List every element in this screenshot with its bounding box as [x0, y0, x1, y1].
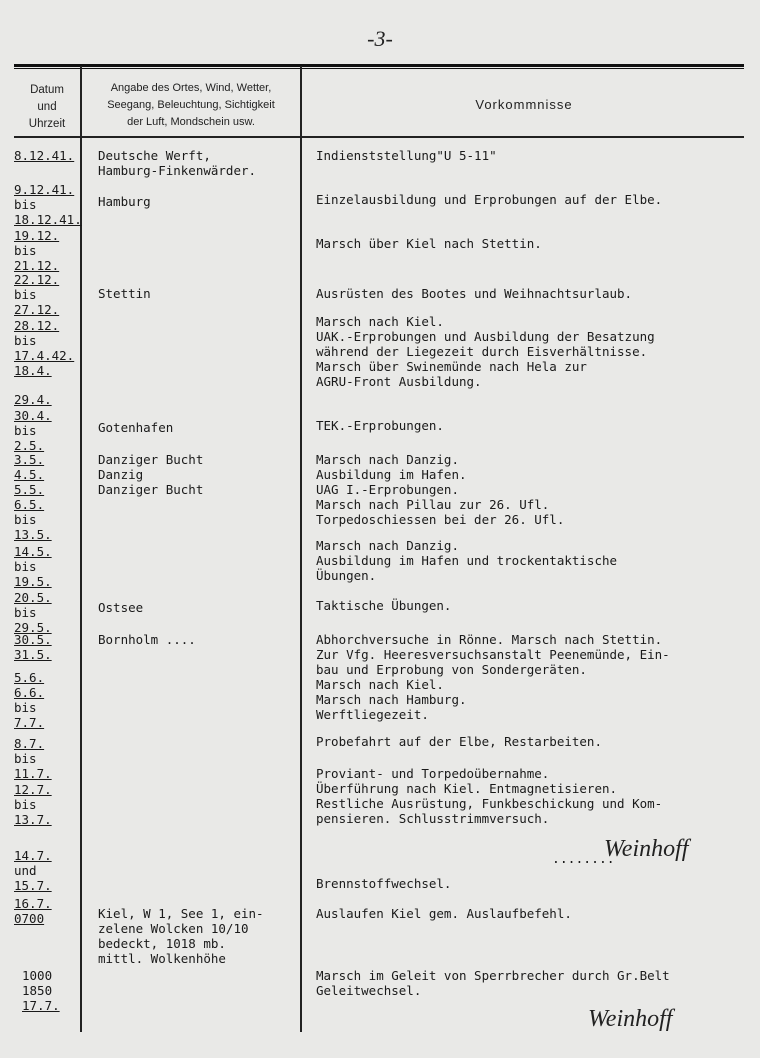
entry-date: 3.5. [14, 452, 45, 467]
header-events-column: Vorkommnisse [475, 97, 573, 112]
entry-date: 7.7. [14, 715, 45, 730]
entry-dates [14, 148, 86, 163]
header-date-line: Datum [30, 84, 64, 96]
entry-dates [14, 590, 86, 635]
entry-date: bis [14, 700, 37, 715]
signature-1: Weinhoff [604, 836, 689, 862]
entry-date: 14.7. [14, 848, 52, 863]
entry-date: 30.5. [14, 632, 52, 647]
entry-place-line: Kiel, W 1, See 1, ein- [98, 906, 264, 921]
header-date-column [16, 82, 78, 133]
entry-events [316, 734, 746, 749]
entry-dates [14, 736, 86, 781]
entry-dates [14, 272, 86, 317]
entry-events [316, 766, 746, 826]
entry-place [98, 286, 296, 301]
entry-event-line: Brennstoffwechsel. [316, 876, 452, 891]
entry-event-line: Marsch über Swinemünde nach Hela zur [316, 359, 587, 374]
entry-events [316, 876, 746, 891]
entry-date: 6.5. [14, 497, 45, 512]
entry-event-line: pensieren. Schlusstrimmversuch. [316, 811, 550, 826]
entry-event-line: Übungen. [316, 568, 377, 583]
entry-event-line: Marsch nach Kiel. [316, 314, 444, 329]
entry-date: 1000 [22, 968, 53, 983]
entry-dates [14, 452, 86, 542]
entry-events [316, 286, 746, 301]
entry-event-line: Indienststellung"U 5-11" [316, 148, 497, 163]
entry-events [316, 148, 746, 163]
entry-date: 30.4. [14, 408, 52, 423]
entry-events [316, 418, 746, 433]
entry-place [98, 632, 296, 647]
entry-date: 21.12. [14, 258, 60, 273]
entry-date: 13.5. [14, 527, 52, 542]
entry-date: 18.4. [14, 363, 52, 378]
entry-dates [14, 408, 86, 453]
entry-event-line: Geleitwechsel. [316, 983, 422, 998]
entry-date: 6.6. [14, 685, 45, 700]
entry-date: 17.4.42. [14, 348, 75, 363]
header-place-line: Angabe des Ortes, Wind, Wetter, [110, 82, 272, 94]
entry-event-line: Marsch nach Kiel. [316, 677, 444, 692]
entry-dates [14, 782, 86, 827]
column-divider-2 [300, 66, 302, 1032]
entry-place-line: bedeckt, 1018 mb. [98, 936, 226, 951]
top-rule [14, 64, 744, 67]
entry-place-line: Stettin [98, 286, 151, 301]
entry-date: 1850 [22, 983, 53, 998]
entry-dates [14, 896, 86, 926]
entry-place-line: Danziger Bucht [98, 482, 204, 497]
entry-date: 14.5. [14, 544, 52, 559]
entry-events [316, 968, 746, 998]
entry-place-line: Deutsche Werft, [98, 148, 211, 163]
entry-event-line: UAK.-Erprobungen und Ausbildung der Besatzung [316, 329, 655, 344]
entry-date: 22.12. [14, 272, 60, 287]
entry-event-line: Auslaufen Kiel gem. Auslaufbefehl. [316, 906, 572, 921]
entry-date: 27.12. [14, 302, 60, 317]
entry-place-line: Hamburg-Finkenwärder. [98, 163, 257, 178]
entry-date: bis [14, 605, 37, 620]
entry-event-line: AGRU-Front Ausbildung. [316, 374, 482, 389]
top-rule-2 [14, 68, 744, 69]
entry-dates [14, 544, 86, 589]
entry-date: 28.12. [14, 318, 60, 333]
entry-place-line: Danziger Bucht [98, 452, 204, 467]
entry-date: bis [14, 797, 37, 812]
entry-event-line: Ausbildung im Hafen und trockentaktische [316, 553, 618, 568]
entry-events [316, 236, 746, 251]
entry-event-line: Marsch nach Danzig. [316, 538, 459, 553]
entry-event-line: TEK.-Erprobungen. [316, 418, 444, 433]
entry-event-line: Proviant- und Torpedoübernahme. [316, 766, 550, 781]
entry-event-line: Marsch nach Danzig. [316, 452, 459, 467]
entry-events [316, 906, 746, 921]
entry-place [98, 452, 296, 497]
entry-date: 20.5. [14, 590, 52, 605]
entry-date: und [14, 863, 37, 878]
entry-date: bis [14, 197, 37, 212]
entry-date: bis [14, 559, 37, 574]
entry-dates [14, 228, 86, 273]
entry-events [316, 192, 746, 207]
entry-date: 19.5. [14, 574, 52, 589]
entry-event-line: Marsch über Kiel nach Stettin. [316, 236, 542, 251]
entry-date: 18.12.41. [14, 212, 82, 227]
entry-place-line: Ostsee [98, 600, 144, 615]
entry-date: bis [14, 423, 37, 438]
entry-date: bis [14, 243, 37, 258]
entry-event-line: Torpedoschiessen bei der 26. Ufl. [316, 512, 565, 527]
header-rule [14, 136, 744, 138]
entry-events [316, 538, 746, 583]
entry-event-line: während der Liegezeit durch Eisverhältnisse. [316, 344, 648, 359]
entry-date: bis [14, 512, 37, 527]
entry-date: 11.7. [14, 766, 52, 781]
entry-place [98, 906, 296, 966]
entry-place [98, 420, 296, 435]
entry-dates [14, 318, 86, 407]
entry-date: 4.5. [14, 467, 45, 482]
entry-place-line: zelene Wolcken 10/10 [98, 921, 249, 936]
header-date-line: und [37, 101, 57, 113]
entry-dates [14, 848, 86, 893]
entry-date: 0700 [14, 911, 45, 926]
entry-place-line: Hamburg [98, 194, 151, 209]
entry-event-line: Einzelausbildung und Erprobungen auf der Elbe. [316, 192, 663, 207]
entry-place-line: mittl. Wolkenhöhe [98, 951, 226, 966]
header-place-line: Seegang, Beleuchtung, Sichtigkeit [107, 99, 275, 111]
entry-place [98, 600, 296, 615]
entry-events [316, 452, 746, 527]
entry-dates [14, 182, 86, 227]
signature-2: Weinhoff [588, 1006, 673, 1032]
entry-dates [14, 632, 86, 730]
entry-event-line: bau und Erprobung von Sondergeräten. [316, 662, 587, 677]
entry-date: 2.5. [14, 438, 45, 453]
entry-event-line: Ausbildung im Hafen. [316, 467, 467, 482]
entry-event-line: UAG I.-Erprobungen. [316, 482, 459, 497]
page-number: -3- [367, 26, 393, 51]
entry-date: 29.5. [14, 620, 52, 635]
entry-date: bis [14, 333, 37, 348]
entry-dates [22, 968, 94, 1013]
entry-date: 8.12.41. [14, 148, 75, 163]
entry-date: 29.4. [14, 392, 52, 407]
entry-event-line: Marsch nach Pillau zur 26. Ufl. [316, 497, 550, 512]
entry-place-line: Bornholm .... [98, 632, 196, 647]
entry-events [316, 314, 746, 389]
signature-dots: ........ [552, 852, 615, 867]
header-place-line: der Luft, Mondschein usw. [127, 116, 255, 128]
entry-date: 15.7. [14, 878, 52, 893]
entry-event-line: Taktische Übungen. [316, 598, 452, 613]
entry-event-line: Marsch im Geleit von Sperrbrecher durch Gr.Belt [316, 968, 670, 983]
header-place-column [84, 80, 298, 131]
entry-date: bis [14, 287, 37, 302]
entry-date: 13.7. [14, 812, 52, 827]
entry-place-line: Gotenhafen [98, 420, 174, 435]
entry-date: 31.5. [14, 647, 52, 662]
entry-events [316, 598, 746, 613]
entry-date: 8.7. [14, 736, 45, 751]
entry-date: 9.12.41. [14, 182, 75, 197]
entry-date: 19.12. [14, 228, 60, 243]
entry-event-line: Werftliegezeit. [316, 707, 429, 722]
entry-date: bis [14, 751, 37, 766]
entry-place-line: Danzig [98, 467, 144, 482]
entry-event-line: Probefahrt auf der Elbe, Restarbeiten. [316, 734, 602, 749]
entry-date: 12.7. [14, 782, 52, 797]
entry-event-line: Restliche Ausrüstung, Funkbeschickung und Kom- [316, 796, 663, 811]
entry-event-line: Abhorchversuche in Rönne. Marsch nach Stettin. [316, 632, 663, 647]
entry-events [316, 632, 746, 722]
entry-event-line: Marsch nach Hamburg. [316, 692, 467, 707]
entry-event-line: Überführung nach Kiel. Entmagnetisieren. [316, 781, 618, 796]
entry-event-line: Zur Vfg. Heeresversuchsanstalt Peenemünde, Ein- [316, 647, 670, 662]
entry-date: 16.7. [14, 896, 52, 911]
entry-date: 17.7. [22, 998, 60, 1013]
entry-event-line: Ausrüsten des Bootes und Weihnachtsurlaub. [316, 286, 633, 301]
entry-place [98, 148, 296, 178]
entry-date: 5.5. [14, 482, 45, 497]
entry-place [98, 194, 296, 209]
header-date-line: Uhrzeit [28, 118, 66, 130]
entry-date: 5.6. [14, 670, 45, 685]
